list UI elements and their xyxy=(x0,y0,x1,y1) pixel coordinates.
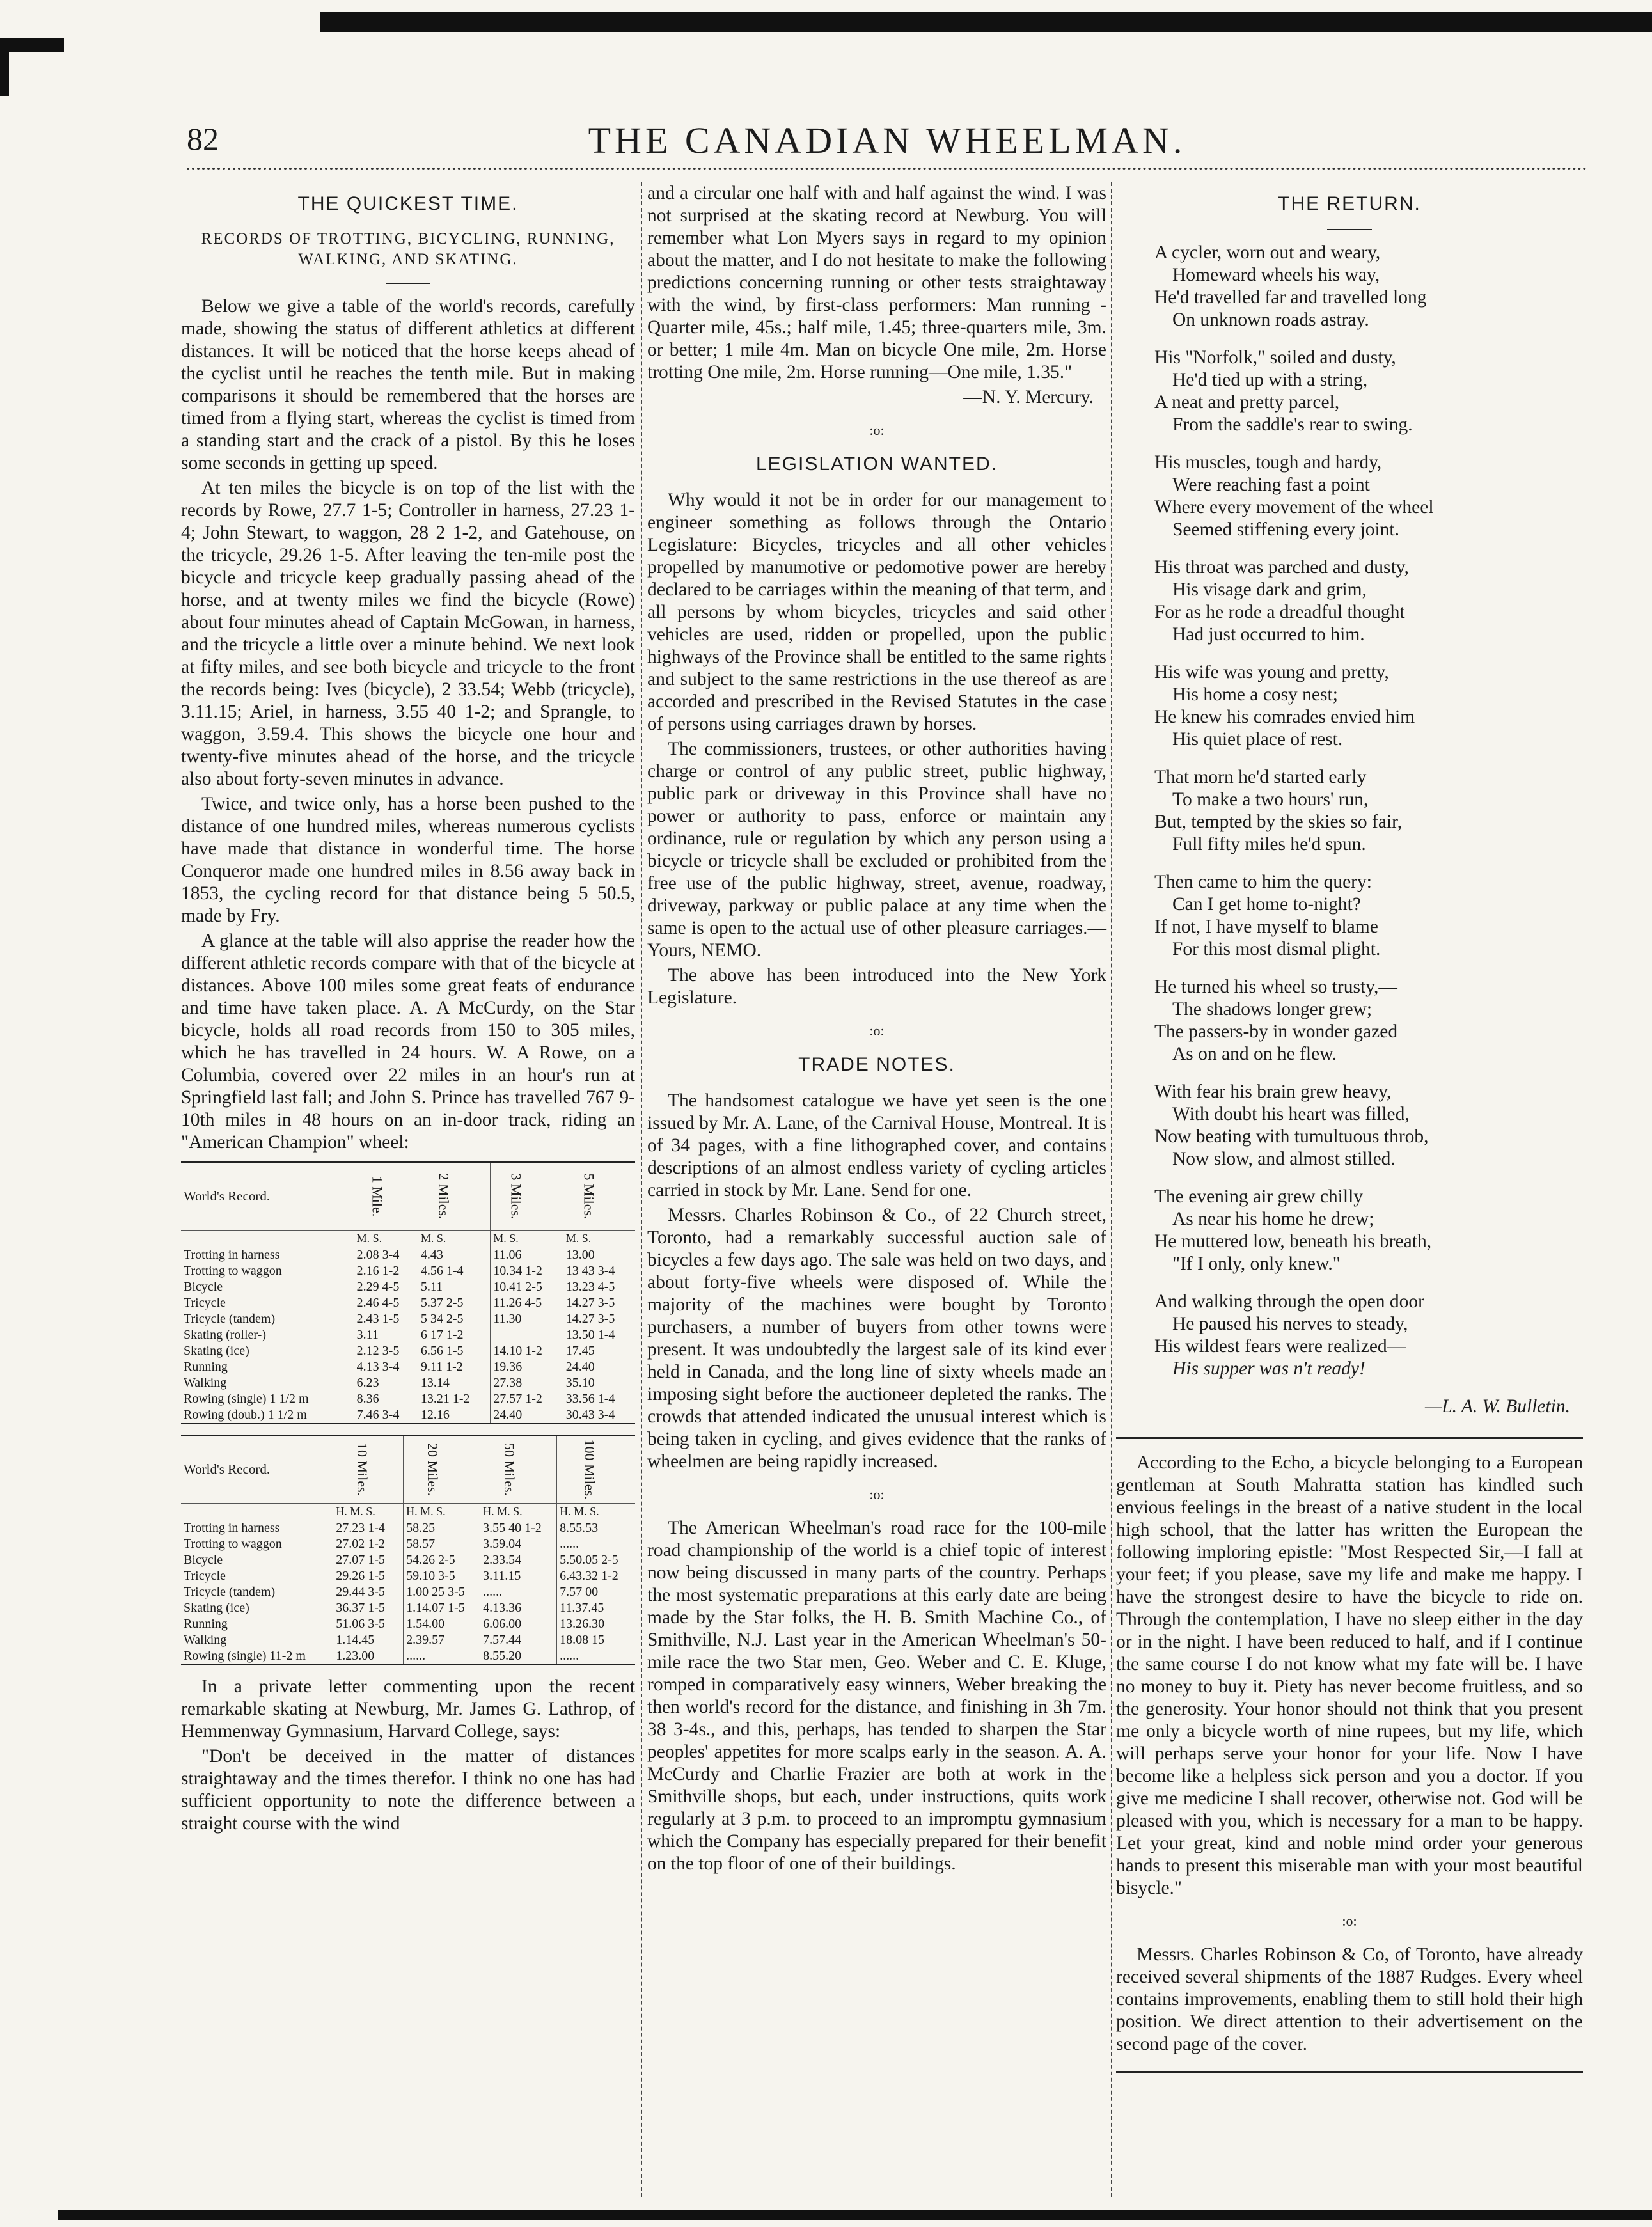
table-row xyxy=(181,1552,635,1568)
poem-line: His supper was n't ready! xyxy=(1172,1358,1365,1379)
poem-line: For this most dismal plight. xyxy=(1172,939,1381,959)
table-cell: 1.14.07 1-5 xyxy=(404,1600,480,1616)
table-cell xyxy=(491,1327,563,1343)
poem-line: Then came to him the query: xyxy=(1154,872,1372,892)
paragraph: The handsomest catalogue we have yet seen is the one issued by Mr. A. Lane, of the Carnival House, Montreal. It is of 34 pages, with a fine lithographed cover, and contains descriptions of an almost endless variety of cycling articles carried in stock by Mr. Lane. Send for one. xyxy=(647,1090,1106,1200)
column-divider-2 xyxy=(1111,182,1112,2197)
poem-line: He paused his nerves to steady, xyxy=(1172,1314,1408,1334)
table-cell: 6.23 xyxy=(354,1375,418,1391)
table-row-label: Walking xyxy=(184,1376,227,1390)
paragraph: A glance at the table will also apprise the reader how the different athletic records compare with that of the bicycle at distances. Above 100 miles some great feats of endurance and time have taken place. A. A McCurdy, on the Star bicycle, holds all road records from 150 to 305 miles, which he has travelled in 24 hours. W. A Rowe, on a Columbia, covered over 22 miles in an hour's run at Springfield last fall; and John S. Prince has travelled 767 9-10th miles in 48 hours on an in-door track, riding an "American Champion" wheel: xyxy=(181,931,635,1153)
table-cell: ...... xyxy=(404,1648,480,1665)
table-cell: 2.46 4-5 xyxy=(354,1295,418,1311)
paragraph: Twice, and twice only, has a horse been pushed to the distance of one hundred miles, whereas numerous cyclists have made that distance in wonderful time. The horse Conqueror made one hundred miles in 8.56 away back in 1853, the cycling record for that distance being 5 50.5, made by Fry. xyxy=(181,794,635,926)
short-rule xyxy=(1327,229,1372,230)
table-row-label: Bicycle xyxy=(184,1553,223,1567)
table-cell: ...... xyxy=(557,1536,635,1552)
table-cell: 3.59.04 xyxy=(480,1536,557,1552)
table-row xyxy=(181,1295,635,1311)
poem-line: And walking through the open door xyxy=(1154,1291,1424,1312)
poem-stanza xyxy=(1154,1291,1583,1380)
table-row xyxy=(181,1359,635,1375)
poem-line: He'd tied up with a string, xyxy=(1172,370,1368,390)
table-cell: 1.23.00 xyxy=(333,1648,404,1665)
paragraph: "Don't be deceived in the matter of distances straightaway and the times therefor. I think no one has had sufficient opportunity to note the difference between a straight course with the wind xyxy=(181,1746,635,1834)
table-row-label: Running xyxy=(184,1360,228,1374)
poem-line: A neat and pretty parcel, xyxy=(1154,392,1340,413)
table-cell: 10.41 2-5 xyxy=(491,1279,563,1295)
column-divider-1 xyxy=(641,182,642,2197)
table-header: 100 Miles. xyxy=(581,1438,598,1500)
table-cell: 2.08 3-4 xyxy=(354,1247,418,1264)
poem-line: His quiet place of rest. xyxy=(1172,729,1343,750)
column-3 xyxy=(1116,182,1583,2073)
table-row-label: Tricycle (tandem) xyxy=(184,1585,276,1599)
table-row-label: Walking xyxy=(184,1633,227,1647)
table-cell: 2.29 4-5 xyxy=(354,1279,418,1295)
article-title-quickest-time: THE QUICKEST TIME. xyxy=(297,193,519,214)
poem-line: His throat was parched and dusty, xyxy=(1154,557,1409,578)
table-cell: 7.57.44 xyxy=(480,1632,557,1648)
masthead-title: THE CANADIAN WHEELMAN. xyxy=(588,120,1186,161)
poem-title: THE RETURN. xyxy=(1278,193,1421,214)
poem-line: The passers-by in wonder gazed xyxy=(1154,1021,1398,1042)
poem-line: He'd travelled far and travelled long xyxy=(1154,287,1427,308)
table-cell: 6.43.32 1-2 xyxy=(557,1568,635,1584)
table-row-label: Trotting in harness xyxy=(184,1521,280,1535)
poem-line: His wife was young and pretty, xyxy=(1154,662,1389,682)
table-row-label: Running xyxy=(184,1617,228,1631)
table-row-label: Skating (ice) xyxy=(184,1601,249,1615)
table-cell: 14.27 3-5 xyxy=(563,1311,635,1327)
poem-stanza xyxy=(1154,871,1583,961)
table-cell: 36.37 1-5 xyxy=(333,1600,404,1616)
table-row xyxy=(181,1584,635,1600)
table-cell: 13.00 xyxy=(563,1247,635,1264)
table-cell: 7.46 3-4 xyxy=(354,1407,418,1424)
table-cell: 1.54.00 xyxy=(404,1616,480,1632)
table-row xyxy=(181,1279,635,1295)
table-header: 2 Miles. xyxy=(436,1172,452,1220)
table-cell: 11.06 xyxy=(491,1247,563,1264)
table-row-label: Skating (ice) xyxy=(184,1344,249,1358)
table-cell: 3.11 xyxy=(354,1327,418,1343)
table-row-label: Tricycle (tandem) xyxy=(184,1312,276,1326)
poem-line: He turned his wheel so trusty,— xyxy=(1154,977,1397,997)
table-unit: H. M. S. xyxy=(480,1504,557,1520)
table-header: 1 Mile. xyxy=(368,1176,385,1216)
poem-line: The shadows longer grew; xyxy=(1172,999,1373,1019)
table-cell: 4.56 1-4 xyxy=(418,1263,490,1279)
page-number: 82 xyxy=(187,121,219,157)
table-cell: 58.25 xyxy=(404,1520,480,1537)
paragraph: At ten miles the bicycle is on top of the list with the records by Rowe, 27.7 1-5; Controller in harness, 27.23 1-4; John Stewart, to waggon, 28 2 1-2, and Gatehouse, on the tricycle, 29.26 1-5. After leaving the ten-mile post the bicycle and tricycle keep gradually passing ahead of the horse, and at twenty miles we find the bicycle (Rowe) about four minutes ahead of Captain McGowan, in harness, and the tricycle a little over a minute behind. We next look at fifty miles, and see both bicycle and tricycle to the front the records being: Ives (bicycle), 2 33.54; Webb (tricycle), 3.11.15; Ariel, in harness, 3.55 40 1-2; and Sprangle, to waggon, 3.59.4. This shows the bicycle one hour and twenty-five minutes ahead of the horse, and the tricycle also about forty-seven minutes in advance. xyxy=(181,478,635,789)
poem-line: Homeward wheels his way, xyxy=(1172,265,1380,285)
poem-line: Where every movement of the wheel xyxy=(1154,497,1434,517)
section-separator: :o: xyxy=(1342,1913,1357,1929)
section-separator: :o: xyxy=(869,1486,885,1502)
poem-line: His wildest fears were realized— xyxy=(1154,1336,1406,1357)
table-row xyxy=(181,1536,635,1552)
table-cell: 6.56 1-5 xyxy=(418,1343,490,1359)
paragraph: Messrs. Charles Robinson & Co, of Toronto, have already received several shipments of the 1887 Rudges. Every wheel contains improvements, enabling them to still hold their high position. We direct attention to their advertisement on the second page of the cover. xyxy=(1116,1944,1583,2054)
table-cell: 19.36 xyxy=(491,1359,563,1375)
poem-line: Had just occurred to him. xyxy=(1172,624,1365,645)
poem-stanza xyxy=(1154,556,1583,646)
table-cell: 10.34 1-2 xyxy=(491,1263,563,1279)
section-separator: :o: xyxy=(869,1023,885,1039)
table-cell: 35.10 xyxy=(563,1375,635,1391)
table-row xyxy=(181,1375,635,1391)
table-cell: 13.14 xyxy=(418,1375,490,1391)
paragraph: In a private letter commenting upon the recent remarkable skating at Newburg, Mr. James G. Lathrop, of Hemmenway Gymnasium, Harvard College, says: xyxy=(181,1676,635,1742)
poem-stanza xyxy=(1154,1186,1583,1275)
table-cell: 2.33.54 xyxy=(480,1552,557,1568)
table-units-row xyxy=(181,1231,635,1247)
poem-line: Full fifty miles he'd spun. xyxy=(1172,834,1366,854)
table-cell: 9.11 1-2 xyxy=(418,1359,490,1375)
poem-line: Now beating with tumultuous throb, xyxy=(1154,1126,1429,1147)
table-header: 10 Miles. xyxy=(354,1442,371,1496)
page-header xyxy=(187,119,1587,164)
poem-line: Seemed stiffening every joint. xyxy=(1172,519,1400,540)
table-cell: 18.08 15 xyxy=(557,1632,635,1648)
table-cell: 4.43 xyxy=(418,1247,490,1264)
poem-line: That morn he'd started early xyxy=(1154,767,1367,787)
poem-line: His home a cosy nest; xyxy=(1172,684,1338,705)
table-cell: 13.21 1-2 xyxy=(418,1391,490,1407)
table-row xyxy=(181,1632,635,1648)
table-row xyxy=(181,1391,635,1407)
article-subtitle-records: RECORDS OF TROTTING, BICYCLING, RUNNING, WALKING, AND SKATING. xyxy=(201,230,615,268)
table-row xyxy=(181,1311,635,1327)
table-unit: M. S. xyxy=(563,1231,635,1247)
table-cell: 33.56 1-4 xyxy=(563,1391,635,1407)
table-cell: 11.37.45 xyxy=(557,1600,635,1616)
poem-line: He muttered low, beneath his breath, xyxy=(1154,1231,1432,1252)
table-cell: 58.57 xyxy=(404,1536,480,1552)
poem-line: As on and on he flew. xyxy=(1172,1044,1337,1064)
table-cell: 2.16 1-2 xyxy=(354,1263,418,1279)
poem-line: Now slow, and almost stilled. xyxy=(1172,1149,1396,1169)
table-row-label: Trotting to waggon xyxy=(184,1537,282,1551)
table-cell: 3.11.15 xyxy=(480,1568,557,1584)
poem-line: But, tempted by the skies so fair, xyxy=(1154,812,1403,832)
poem-line: His muscles, tough and hardy, xyxy=(1154,452,1382,473)
table-cell: 5.37 2-5 xyxy=(418,1295,490,1311)
poem-line: With doubt his heart was filled, xyxy=(1172,1104,1410,1124)
poem-line: With fear his brain grew heavy, xyxy=(1154,1082,1392,1102)
paragraph: The commissioners, trustees, or other authorities having charge or control of any public street, public highway, public park or driveway in this Province shall have no power or authority to pass, enforce or maintain any ordinance, rule or regulation by which any person using a bicycle or tricycle shall be excluded or prohibited from the free use of the public highway, street, avenue, roadway, driveway, parkway or public palace at any time when the same is open to the actual use of other pleasure carriages.—Yours, NEMO. xyxy=(647,739,1106,961)
table-row xyxy=(181,1600,635,1616)
bottom-border-bar xyxy=(58,2210,1652,2220)
paragraph: According to the Echo, a bicycle belonging to a European gentleman at South Mahratta station has kindled such envious feelings in the breast of a native student in the local high school, that the latter has written the European the following imploring epistle: "Most Respected Sir,—I fall at your feet; if you please, save my life and make me happy. I have the strongest desire to have the bicycle to ride on. Through the contemplation, I have no sleep either in the day or in the night. I have been reduced to half, and if I continue the same course I do not know what my fate will be. I have no money to buy it. Piety has never become fruitless, and so the generosity. Your honor should not think that you present me only a bicycle worth of nine rupees, but my life, which will perhaps serve your honor for your life. Now I have become like a helpless sick person and you a doctor. If you give me medicine I shall recover, otherwise not. God will be pleased with you, which is necessary for a man to be happy. Let your great, kind and noble mind order your generous hands to present this miserable man with your most beautiful bisycle." xyxy=(1116,1452,1583,1898)
poem-stanza xyxy=(1154,452,1583,541)
poem-stanza xyxy=(1154,1081,1583,1170)
table-cell: 5 34 2-5 xyxy=(418,1311,490,1327)
short-rule xyxy=(386,283,430,284)
table-cell: 29.44 3-5 xyxy=(333,1584,404,1600)
paragraph: Below we give a table of the world's records, carefully made, showing the status of different athletics at different distances. It will be noticed that the horse keeps ahead of the cyclist until he reaches the tenth mile. But in making comparisons it should be remembered that the horses are timed from a flying start, whereas the cyclist is timed from a standing start and the crack of a pistol. By this he loses some seconds in getting up speed. xyxy=(181,296,635,473)
poem-line: If not, I have myself to blame xyxy=(1154,917,1378,937)
table-cell: 11.26 4-5 xyxy=(491,1295,563,1311)
poem-stanza xyxy=(1154,766,1583,856)
paragraph-continued: and a circular one half with and half against the wind. I was not surprised at the skating record at Newburg. You will remember what Lon Myers says in regard to my opinion about the matter, and I do not hesitate to make the following predictions concerning running or other tests straightaway with the wind, by first-class performers: Man running - Quarter mile, 45s.; half mile, 1.45; three-quarters mile, 3m. or better; 1 mile 4m. Man on bicycle One mile, 2m. Horse trotting One mile, 2m. Horse running—One mile, 1.35." xyxy=(647,183,1106,382)
table-cell: 54.26 2-5 xyxy=(404,1552,480,1568)
section-separator: :o: xyxy=(869,422,885,438)
poem-line: For as he rode a dreadful thought xyxy=(1154,602,1405,622)
table-cell: 27.02 1-2 xyxy=(333,1536,404,1552)
top-border-bar xyxy=(320,12,1652,32)
table-header: 3 Miles. xyxy=(508,1172,524,1220)
table-row-label: Trotting to waggon xyxy=(184,1264,282,1278)
records-table-long xyxy=(181,1435,635,1665)
table-cell: 7.57 00 xyxy=(557,1584,635,1600)
table-cell: 5.11 xyxy=(418,1279,490,1295)
echo-box xyxy=(1116,1437,1583,2073)
table-cell: ...... xyxy=(480,1584,557,1600)
table-row-label: Bicycle xyxy=(184,1280,223,1294)
table-cell: 12.16 xyxy=(418,1407,490,1424)
table-row-label: Trotting in harness xyxy=(184,1248,280,1262)
table-cell: 2.12 3-5 xyxy=(354,1343,418,1359)
corner-mark xyxy=(0,38,64,96)
table-row xyxy=(181,1407,635,1424)
table-col-label: World's Record. xyxy=(181,1162,354,1231)
table-row-label: Tricycle xyxy=(184,1569,226,1583)
table-cell: 4.13.36 xyxy=(480,1600,557,1616)
poem-line: On unknown roads astray. xyxy=(1172,310,1369,330)
poem-line: The evening air grew chilly xyxy=(1154,1186,1364,1207)
table-cell: 1.14.45 xyxy=(333,1632,404,1648)
poem-line: To make a two hours' run, xyxy=(1172,789,1369,810)
table-row-label: Rowing (doub.) 1 1/2 m xyxy=(184,1408,307,1422)
table-cell: 6 17 1-2 xyxy=(418,1327,490,1343)
table-unit: M. S. xyxy=(491,1231,563,1247)
table-cell: 8.55.53 xyxy=(557,1520,635,1537)
table-cell: 29.26 1-5 xyxy=(333,1568,404,1584)
table-cell: 3.55 40 1-2 xyxy=(480,1520,557,1537)
table-cell: 4.13 3-4 xyxy=(354,1359,418,1375)
table-row xyxy=(181,1648,635,1665)
table-header: 50 Miles. xyxy=(501,1442,518,1496)
source-credit: —L. A. W. Bulletin. xyxy=(1424,1396,1570,1417)
table-unit: H. M. S. xyxy=(557,1504,635,1520)
poem-line: A cycler, worn out and weary, xyxy=(1154,242,1381,263)
table-row xyxy=(181,1616,635,1632)
table-cell: 27.23 1-4 xyxy=(333,1520,404,1537)
table-cell: 27.57 1-2 xyxy=(491,1391,563,1407)
column-2 xyxy=(647,182,1106,1878)
table-unit: M. S. xyxy=(354,1231,418,1247)
table-row xyxy=(181,1520,635,1537)
article-title-trade-notes: TRADE NOTES. xyxy=(798,1054,956,1075)
poem-line: His "Norfolk," soiled and dusty, xyxy=(1154,347,1396,368)
table-cell: 59.10 3-5 xyxy=(404,1568,480,1584)
column-1 xyxy=(181,182,635,1837)
table-cell: 8.55.20 xyxy=(480,1648,557,1665)
table-cell: 8.36 xyxy=(354,1391,418,1407)
article-title-legislation: LEGISLATION WANTED. xyxy=(755,453,998,475)
records-table-short xyxy=(181,1161,635,1424)
table-cell: 13 43 3-4 xyxy=(563,1263,635,1279)
table-row-label: Rowing (single) 11-2 m xyxy=(184,1649,306,1663)
table-row xyxy=(181,1263,635,1279)
table-header: 5 Miles. xyxy=(581,1172,597,1220)
poem-stanza xyxy=(1154,242,1583,331)
table-cell: 13.50 1-4 xyxy=(563,1327,635,1343)
table-cell: 11.30 xyxy=(491,1311,563,1327)
paragraph: The American Wheelman's road race for the 100-mile road championship of the world is a chief topic of interest now being discussed in many parts of the country. Perhaps the most systematic preparations at this early date are being made by the Star folks, the H. B. Smith Machine Co., of Smithville, N.J. Last year in the American Wheelman's 50-mile race the two Star men, Geo. Weber and C. E. Kluge, romped in comparatively easy winners, Weber breaking the then world's record for the distance, and finishing in 3h 7m. 38 3-4s., and this, perhaps, has tended to sharpen the Star peoples' appetites for more scalps early in the season. A. A. McCurdy and Charlie Frazier are both at work in the Smithville shops, but each, under instructions, quits work regularly at 3 p.m. to proceed to an impromptu gymnasium which the Company has especially prepared for their benefit on the top floor of one of their buildings. xyxy=(647,1518,1106,1874)
table-unit: M. S. xyxy=(418,1231,490,1247)
table-cell: 17.45 xyxy=(563,1343,635,1359)
paragraph: The above has been introduced into the New York Legislature. xyxy=(647,965,1106,1008)
poem-line: "If I only, only knew." xyxy=(1172,1254,1341,1274)
table-cell: 51.06 3-5 xyxy=(333,1616,404,1632)
table-cell: ...... xyxy=(557,1648,635,1665)
table-cell: 2.43 1-5 xyxy=(354,1311,418,1327)
table-cell: 27.07 1-5 xyxy=(333,1552,404,1568)
poem-stanza xyxy=(1154,661,1583,751)
poem-line: He knew his comrades envied him xyxy=(1154,707,1415,727)
poem-body xyxy=(1116,242,1583,1380)
table-row xyxy=(181,1247,635,1264)
table-row xyxy=(181,1343,635,1359)
poem-stanza xyxy=(1154,976,1583,1066)
poem-line: Can I get home to-night? xyxy=(1172,894,1361,915)
poem-line: Were reaching fast a point xyxy=(1172,475,1370,495)
table-row xyxy=(181,1568,635,1584)
table-cell: 24.40 xyxy=(491,1407,563,1424)
table-cell: 13.26.30 xyxy=(557,1616,635,1632)
table-cell: 14.27 3-5 xyxy=(563,1295,635,1311)
table-cell: 13.23 4-5 xyxy=(563,1279,635,1295)
poem-line: From the saddle's rear to swing. xyxy=(1172,414,1413,435)
table-cell: 30.43 3-4 xyxy=(563,1407,635,1424)
table-col-label: World's Record. xyxy=(181,1435,333,1504)
table-row-label: Skating (roller-) xyxy=(184,1328,267,1342)
table-row-label: Rowing (single) 1 1/2 m xyxy=(184,1392,309,1406)
table-cell: 24.40 xyxy=(563,1359,635,1375)
table-cell: 2.39.57 xyxy=(404,1632,480,1648)
table-row xyxy=(181,1327,635,1343)
source-credit: —N. Y. Mercury. xyxy=(963,387,1094,407)
table-cell: 14.10 1-2 xyxy=(491,1343,563,1359)
table-units-row xyxy=(181,1504,635,1520)
paragraph: Why would it not be in order for our management to engineer something as follows through the Ontario Legislature: Bicycles, tricycles and all other vehicles propelled by manumotive or pedomotive power are hereby declared to be carriages within the meaning of that term, and all persons by whom bicycles, tricycles and said other vehicles are used, ridden or propelled, upon the public highways of the Province shall be entitled to the same rights and subject to the same restrictions in the use thereof as are accorded and prescribed in the Revised Statutes in the case of persons using carriages drawn by horses. xyxy=(647,490,1106,734)
poem-line: As near his home he drew; xyxy=(1172,1209,1374,1229)
poem-stanza xyxy=(1154,347,1583,436)
header-rule xyxy=(187,168,1587,170)
table-cell: 1.00 25 3-5 xyxy=(404,1584,480,1600)
table-row-label: Tricycle xyxy=(184,1296,226,1310)
paragraph: Messrs. Charles Robinson & Co., of 22 Church street, Toronto, had a remarkably successful auction sale of bicycles a few days ago. The sale was held on two days, and about forty-five wheels were disposed of. While the majority of the machines were bought by Toronto purchasers, a number of buyers from other towns were present. It was undoubtedly the largest sale of its kind ever held in Canada, and the long line of sixty wheels made an imposing sight before the auctioneer depleted the ranks. The crowds that attended indicated the unusual interest which is being taken in cycling, and gives evidence that the ranks of wheelmen are being rapidly increased. xyxy=(647,1205,1106,1472)
table-cell: 5.50.05 2-5 xyxy=(557,1552,635,1568)
table-unit: H. M. S. xyxy=(333,1504,404,1520)
table-cell: 6.06.00 xyxy=(480,1616,557,1632)
poem-line: His visage dark and grim, xyxy=(1172,579,1367,600)
table-unit: H. M. S. xyxy=(404,1504,480,1520)
table-header: 20 Miles. xyxy=(425,1442,441,1496)
table-cell: 27.38 xyxy=(491,1375,563,1391)
